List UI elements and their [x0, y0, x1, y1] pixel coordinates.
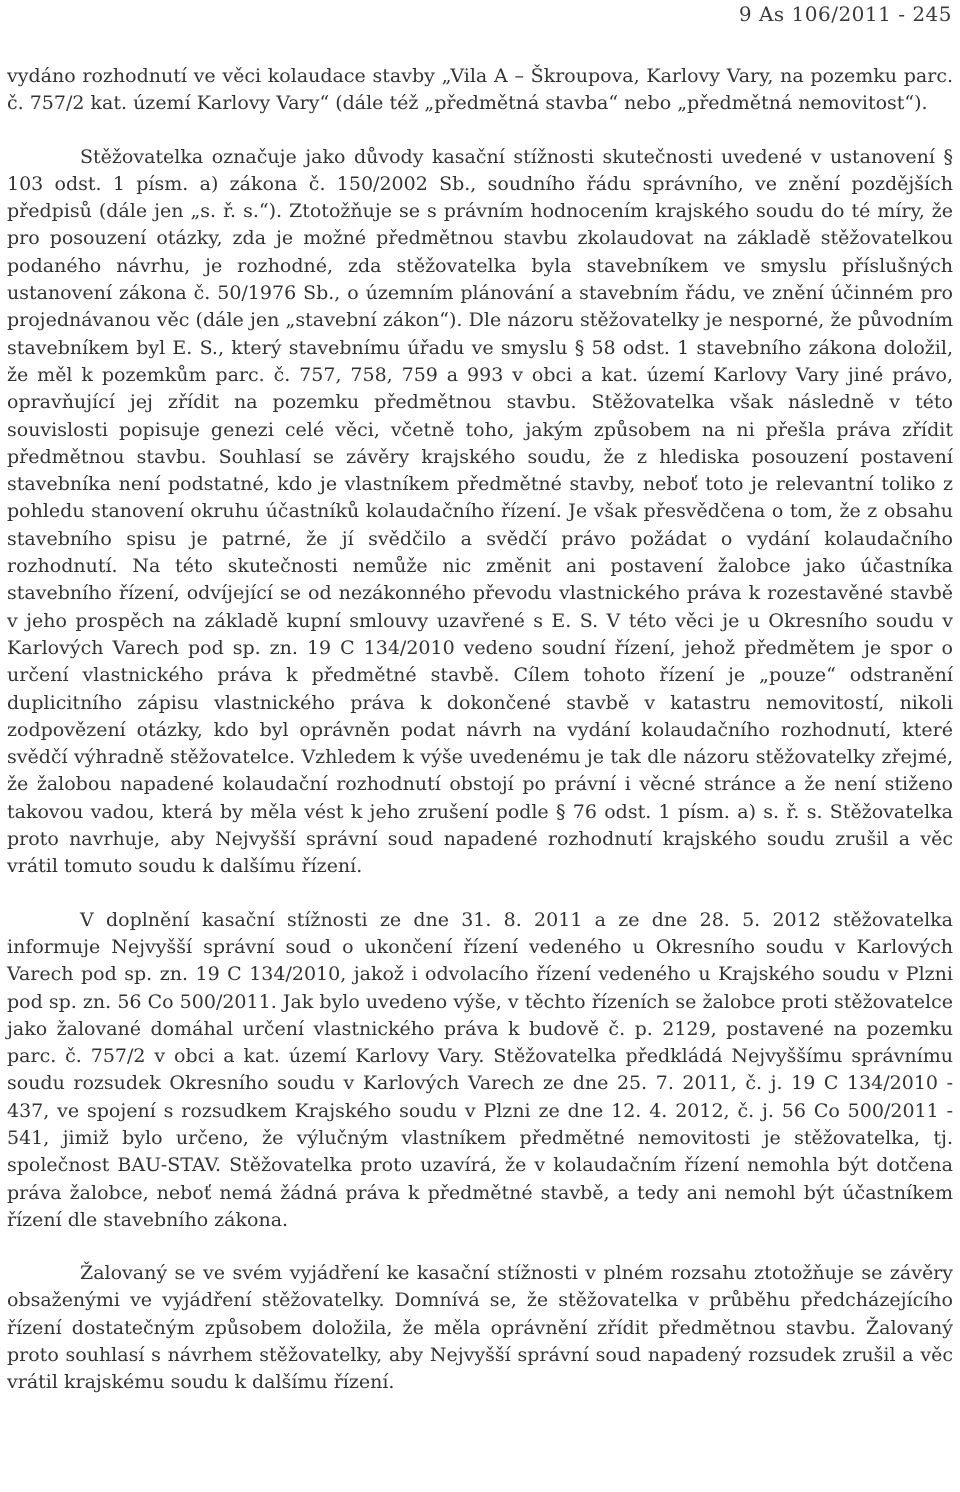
paragraph-2: Stěžovatelka označuje jako důvody kasační stížnosti skutečnosti uvedené v ustanovení § 103 odst. 1 písm. a) zákona č. 150/2002 Sb., soudního řádu správního, ve znění pozdějších předpisů (dále jen „s. ř. s.“). Ztotožňuje se s právním hodnocením krajského soudu do té míry, že pro posouzení otázky, zda je možné předmětnou stavbu zkolaudovat na základě stěžovatelkou podaného návrhu, je rozhodné, zda stěžovatelka byla stavebníkem ve smyslu příslušných ustanovení zákona č. 50/1976 Sb., o územním plánování a stavebním řádu, ve znění účinném pro projednávanou věc (dále jen „stavební zákon“). Dle názoru stěžovatelky je nesporné, že původním stavebníkem byl E. S., který stavebnímu úřadu ve smyslu § 58 odst. 1 stavebního zákona doložil, že měl k pozemkům parc. č. 757, 758, 759 a 993 v obci a kat. území Karlovy Vary jiné právo, opravňující jej zřídit na pozemku předmětnou stavbu. Stěžovatelka však následně v této souvislosti popisuje genezi celé věci, včetně toho, jakým způsobem na ni přešla práva zřídit předmětnou stavbu. Souhlasí se závěry krajského soudu, že z hlediska posouzení postavení stavebníka není podstatné, kdo je vlastníkem předmětné stavby, neboť toto je relevantní toliko z pohledu stanovení okruhu účastníků kolaudačního řízení. Je však přesvědčena o tom, že z obsahu stavebního spisu je patrné, že jí svědčilo a svědčí právo požádat o vydání kolaudačního rozhodnutí. Na této skutečnosti nemůže nic změnit ani postavení žalobce jako účastníka stavebního řízení, odvíjející se od nezákonného převodu vlastnického práva k rozestavěné stavbě v jeho prospěch na základě kupní smlouvy uzavřené s E. S. V této věci je u Okresního soudu v Karlových Varech pod sp. zn. 19 C 134/2010 vedeno soudní řízení, jehož předmětem je spor o určení vlastnického práva k předmětné stavbě. Cílem tohoto řízení je „pouze“ odstranění duplicitního zápisu vlastnického práva k dokončené stavbě v katastru nemovitostí, nikoli zodpovězení otázky, kdo byl oprávněn podat návrh na vydání kolaudačního rozhodnutí, které svědčí výhradně stěžovatelce. Vzhledem k výše uvedenému je tak dle názoru stěžovatelky zřejmé, že žalobou napadené kolaudační rozhodnutí obstojí po právní i věcné stránce a že není stiženo takovou vadou, která by měla vést k jeho zrušení podle § 76 odst. 1 písm. a) s. ř. s. Stěžovatelka proto navrhuje, aby Nejvyšší správní soud napadené rozhodnutí krajského soudu zrušil a věc vrátil tomuto soudu k dalšímu řízení. — [7, 145, 953, 878]
paragraph-3: V doplnění kasační stížnosti ze dne 31. 8. 2011 a ze dne 28. 5. 2012 stěžovatelka informuje Nejvyšší správní soud o ukončení řízení vedeného u Okresního soudu v Karlových Varech pod sp. zn. 19 C 134/2010, jakož i odvolacího řízení vedeného u Krajského soudu v Plzni pod sp. zn. 56 Co 500/2011. Jak bylo uvedeno výše, v těchto řízeních se žalobce proti stěžovatelce jako žalované domáhal určení vlastnického práva k budově č. p. 2129, postavené na pozemku parc. č. 757/2 v obci a kat. území Karlovy Vary. Stěžovatelka předkládá Nejvyššímu správnímu soudu rozsudek Okresního soudu v Karlových Varech ze dne 25. 7. 2011, č. j. 19 C 134/2010 - 437, ve spojení s rozsudkem Krajského soudu v Plzni ze dne 12. 4. 2012, č. j. 56 Co 500/2011 - 541, jimiž bylo určeno, že výlučným vlastníkem předmětné nemovitosti je stěžovatelka, tj. společnost BAU-STAV. Stěžovatelka proto uzavírá, že v kolaudačním řízení nemohla být dotčena práva žalobce, neboť nemá žádná práva k předmětné stavbě, a tedy ani nemohl být účastníkem řízení dle stavebního zákona. — [7, 908, 953, 1231]
paragraph-4: Žalovaný se ve svém vyjádření ke kasační stížnosti v plném rozsahu ztotožňuje se závěry obsaženými ve vyjádření stěžovatelky. Domnívá se, že stěžovatelka v průběhu předcházejícího řízení dostatečným způsobem doložila, že měla oprávnění zřídit předmětnou stavbu. Žalovaný proto souhlasí s návrhem stěžovatelky, aby Nejvyšší správní soud napadený rozsudek zrušil a věc vrátil krajskému soudu k dalšímu řízení. — [7, 1262, 953, 1394]
paragraph-1: vydáno rozhodnutí ve věci kolaudace stavby „Vila A – Škroupova, Karlovy Vary, na pozemku parc. č. 757/2 kat. území Karlovy Vary“ (dále též „předmětná stavba“ nebo „předmětná nemovitost“). — [7, 65, 953, 115]
paragraph-gap — [7, 1234, 953, 1260]
paragraph-gap — [7, 118, 953, 144]
paragraph-gap — [7, 881, 953, 907]
document-body — [7, 63, 953, 1397]
case-number-header: 9 As 106/2011 - 245 — [738, 2, 952, 26]
